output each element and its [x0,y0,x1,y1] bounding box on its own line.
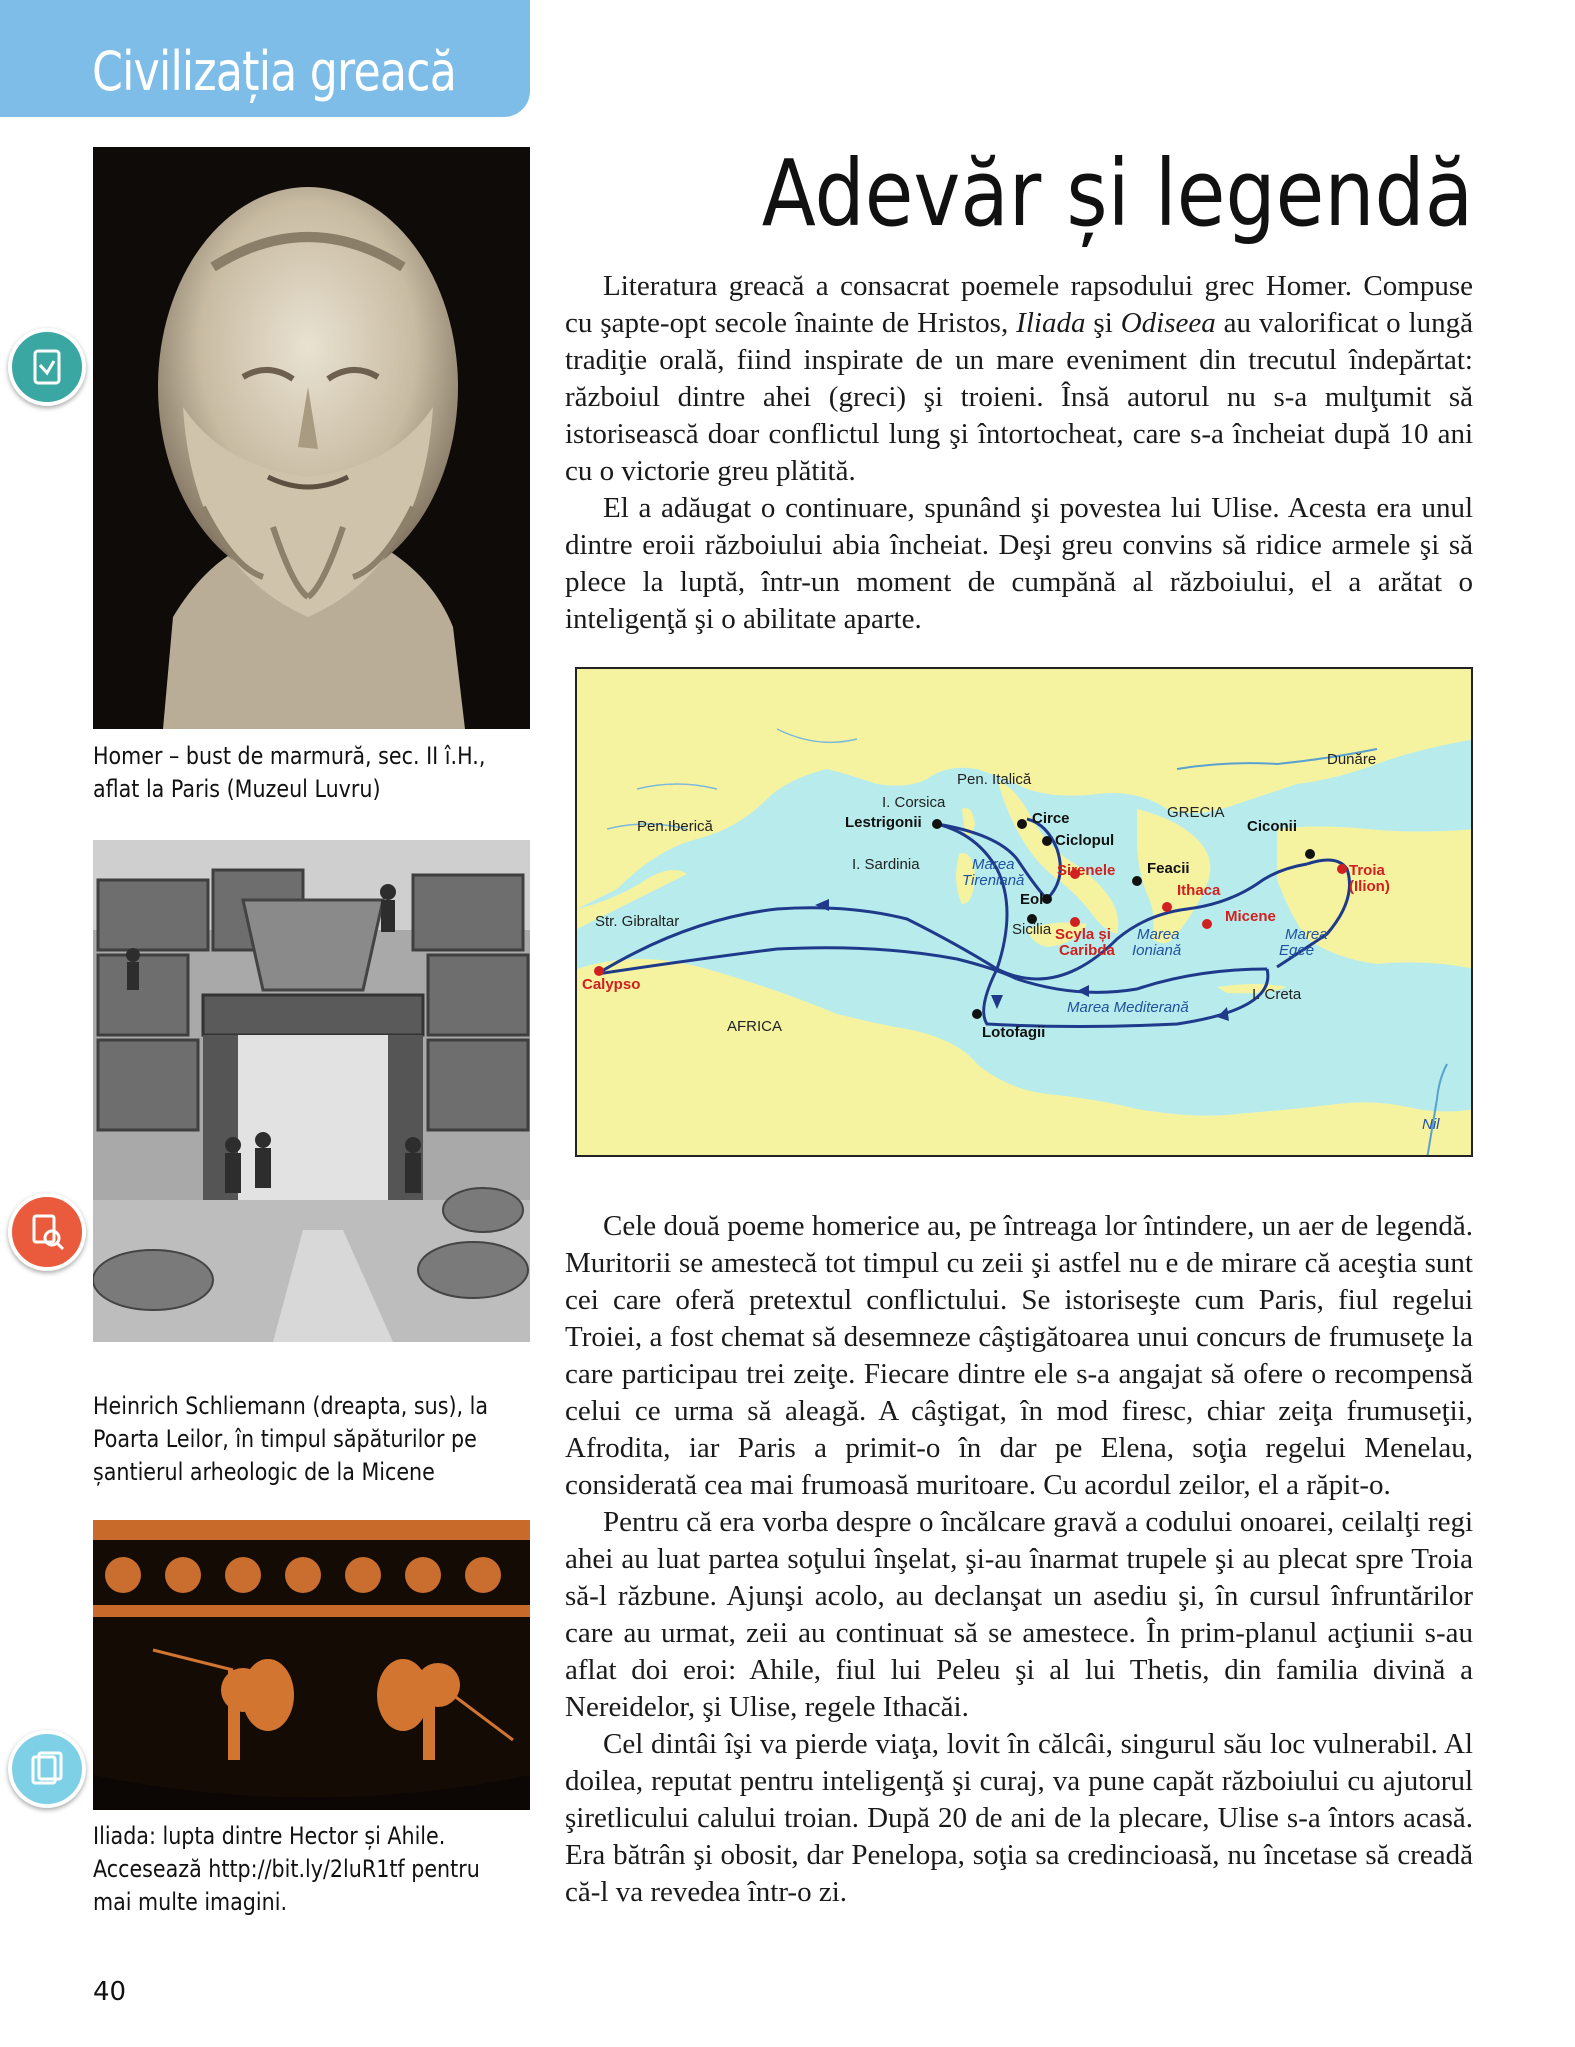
schliemann-caption: Heinrich Schliemann (dreapta, sus), la Poarta Leilor, în timpul săpăturilor pe șantierul arheologic de la Micene [93,1392,489,1486]
map-label: Sirenele [1057,862,1116,879]
section-title: Civilizația greacă [92,40,457,103]
map-label: Marea [1137,926,1180,943]
map-label: Feacii [1147,860,1190,877]
map-label: Scyla și [1055,926,1111,943]
paragraph: Cele două poeme homerice au, pe întreaga lor întindere, un aer de legendă. Muritorii se amestecă tot timpul cu zeii şi astfel nu e de mirare că aceştia sunt cei care oferă pretextul conflictului. Se istoriseşte cum Paris, fiul regelui Troiei, a fost chemat să desemneze câştigătoarea unui concurs de frumuseţe la care participau trei zeiţe. Fiecare dintre ele s-a angajat să ofere o recompensă celui ce urma să aleagă. A câştigat, în mod firesc, chiar zeiţa frumuseţii, Afrodita, iar Paris a primit-o în dar pe Elena, soţia regelui Menelau, considerată cea mai frumoasă muritoare. Cu acordul zeilor, el a răpit-o. [565,1210,1473,1501]
body-text-bottom [565,1208,1473,1911]
paragraph: El a adăugat o continuare, spunând şi povestea lui Ulise. Acesta era unul dintre eroii războiului abia încheiat. Deşi greu convins să ridice armele şi să plece la luptă, într-un moment de cumpănă al războiului, el a arătat o inteligenţă şi o abilitate aparte. [565,492,1473,635]
map-label: Micene [1225,908,1276,925]
iliad-vase-photo [93,1520,530,1810]
map-label: Nil [1422,1116,1440,1133]
map-label: Marea [1285,926,1328,943]
map-label: GRECIA [1167,804,1225,821]
map-label: Ithaca [1177,882,1221,899]
tablet-icon[interactable] [8,328,86,406]
map-label: Troia [1349,862,1385,879]
map-label: Ciclopul [1055,832,1115,849]
iliad-caption: Iliada: lupta dintre Hector și Ahile. Accesează http://bit.ly/2luR1tf pentru mai multe imagini. [93,1822,480,1916]
lion-gate-photo [93,840,530,1342]
section-banner [0,0,530,117]
body-text-top [565,268,1473,638]
map-label: Str. Gibraltar [595,913,680,930]
page-number: 40 [93,1977,127,2007]
paragraph: Literatura greacă a consacrat poemele rapsodului grec Homer. Compuse cu şapte-opt secole înainte de Hristos, Iliada şi Odiseea au valorificat o lungă tradiţie orală, fiind inspirate de un mare eveniment din trecutul îndepărtat: războiul dintre ahei (greci) şi troieni. Însă autorul nu s-a mulţumit să istorisească doar conflictul lung şi întortocheat, care s-a încheiat după 10 ani cu o victorie greu plătită. [565,270,1473,487]
map-label: Tireniană [962,872,1025,889]
map-label: Eol [1020,891,1044,908]
paragraph: Pentru că era vorba despre o încălcare gravă a codului onoarei, ceilalţi regi ahei au luat partea soţului înşelat, şi-au înarmat trupele şi au plecat spre Troia să-l răzbune. Ajunşi acolo, au declanşat un asediu şi, în cursul înfruntărilor care au urmat, zeii au continuat să se amestece. În prim-planul acţiunii s-au aflat doi eroi: Ahile, fiul lui Peleu şi al lui Thetis, din familia divină a Nereidelor, şi Ulise, regele Ithacăi. [565,1506,1473,1723]
map-label: I. Creta [1252,986,1302,1003]
homer-caption: Homer – bust de marmură, sec. II î.H., aflat la Paris (Muzeul Luvru) [93,742,486,803]
gallery-icon[interactable] [8,1730,86,1808]
map-label: Lestrigonii [845,814,922,831]
map-label: Egee [1279,942,1315,959]
map-label: Ciconii [1247,818,1298,835]
map-label: Dunăre [1327,751,1377,768]
homer-bust-photo [93,147,530,729]
odyssey-map [575,667,1473,1157]
page-title: Adevăr și legendă [761,140,1473,247]
map-label: I. Sardinia [852,856,920,873]
map-label: Pen.Iberică [637,818,713,835]
paragraph: Cel dintâi îşi va pierde viaţa, lovit în călcâi, singurul său loc vulnerabil. Al doilea, reputat pentru inteligenţă şi curaj, va pune capăt războiului cu ajutorul şiretlicului calului troian. După 20 de ani de la plecare, Ulise s-a întors acasă. Era bătrân şi obosit, dar Penelopa, soţia sa credincioasă, nu încetase să creadă că-l va revedea într-o zi. [565,1728,1473,1908]
map-label: I. Corsica [882,794,946,811]
map-label: Sicilia [1012,921,1052,938]
map-label: AFRICA [727,1018,783,1035]
map-label: Calypso [582,976,641,993]
map-label: (Ilion) [1349,878,1390,895]
map-label: Circe [1032,810,1070,827]
map-label: Caribda [1059,942,1115,959]
map-label: Ionianǎ [1132,942,1182,959]
map-label: Lotofagii [982,1024,1046,1041]
map-label: Marea [972,856,1015,873]
map-label: Marea Mediterană [1067,999,1189,1016]
search-document-icon[interactable] [8,1193,86,1271]
map-label: Pen. Italică [957,771,1032,788]
